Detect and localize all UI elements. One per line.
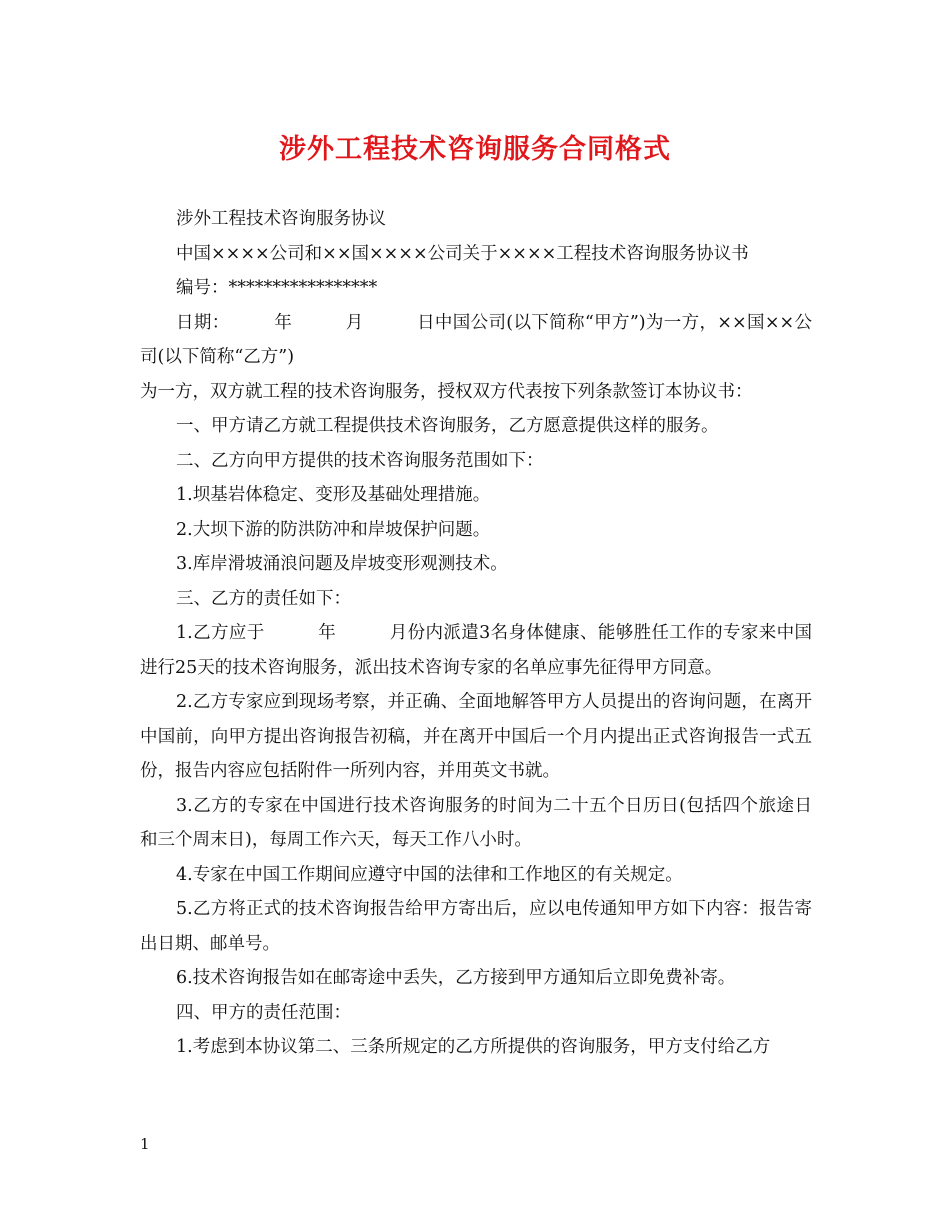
- paragraph-agreement-name: 涉外工程技术咨询服务协议: [176, 209, 386, 229]
- paragraph-article-3-item-3: 3.乙方的专家在中国进行技术咨询服务的时间为二十五个日历日(包括四个旅途日和三个周末日)，每周工作六天，每天工作八小时。: [140, 795, 812, 850]
- paragraph-article-3-item-4: 4.专家在中国工作期间应遵守中国的法律和工作地区的有关规定。: [176, 864, 683, 885]
- paragraph-serial-number: 编号：*****************: [176, 278, 378, 298]
- paragraph-agreement-parties: 中国××××公司和××国××××公司关于××××工程技术咨询服务协议书: [176, 243, 749, 264]
- page-number: 1: [140, 1135, 150, 1153]
- paragraph-article-1: 一、甲方请乙方就工程提供技术咨询服务，乙方愿意提供这样的服务。: [176, 416, 719, 436]
- paragraph-article-3-item-5: 5.乙方将正式的技术咨询报告给甲方寄出后，应以电传通知甲方如下内容：报告寄出日期、邮单号。: [140, 899, 812, 954]
- paragraph-article-2: 二、乙方向甲方提供的技术咨询服务范围如下：: [176, 450, 544, 471]
- paragraph-article-2-item-3: 3.库岸滑坡涌浪问题及岸坡变形观测技术。: [176, 554, 508, 574]
- document-body: [140, 202, 812, 1065]
- paragraph-article-3-item-6: 6.技术咨询报告如在邮寄途中丢失，乙方接到甲方通知后立即免费补寄。: [176, 968, 736, 988]
- paragraph-article-2-item-2: 2.大坝下游的防洪防冲和岸坡保护问题。: [176, 519, 491, 540]
- paragraph-article-2-item-1: 1.坝基岩体稳定、变形及基础处理措施。: [176, 485, 491, 505]
- paragraph-article-3: 三、乙方的责任如下：: [176, 588, 351, 609]
- paragraph-article-4-item-1: 1.考虑到本协议第二、三条所规定的乙方所提供的咨询服务，甲方支付给乙方: [176, 1037, 771, 1057]
- paragraph-article-4: 四、甲方的责任范围：: [176, 1002, 351, 1023]
- paragraph-article-3-item-2: 2.乙方专家应到现场考察，并正确、全面地解答甲方人员提出的咨询问题，在离开中国前，向甲方提出咨询报告初稿，并在离开中国后一个月内提出正式咨询报告一式五份，报告内容应包括附件一所列内容，并用英文书就。: [140, 692, 812, 781]
- document-title: 涉外工程技术咨询服务合同格式: [279, 134, 671, 165]
- paragraph-preamble: 为一方，双方就工程的技术咨询服务，授权双方代表按下列条款签订本协议书：: [140, 381, 753, 402]
- paragraph-date-party-a: 日期： 年 月 日中国公司(以下简称“甲方”)为一方，××国××公司(以下简称“乙方”): [140, 312, 812, 367]
- paragraph-article-3-item-1: 1.乙方应于 年 月份内派遣3名身体健康、能够胜任工作的专家来中国进行25天的技术咨询服务，派出技术咨询专家的名单应事先征得甲方同意。: [140, 623, 812, 678]
